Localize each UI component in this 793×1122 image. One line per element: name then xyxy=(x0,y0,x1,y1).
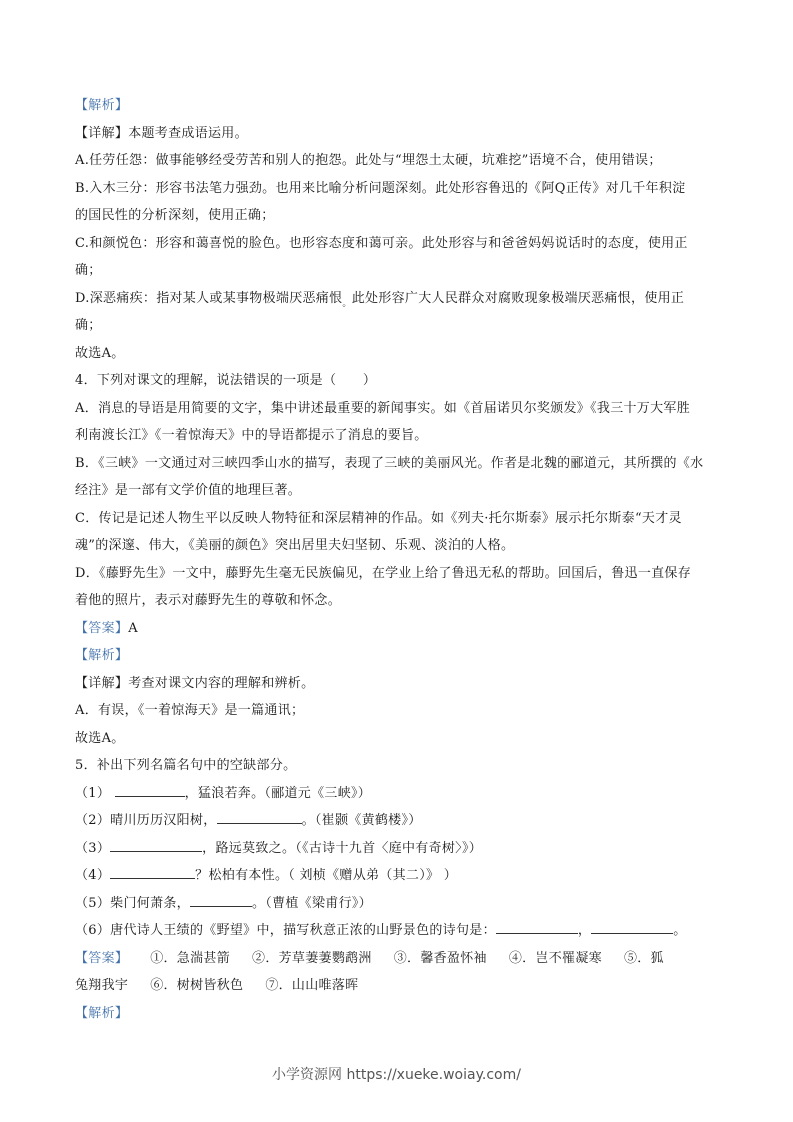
separator: ， xyxy=(577,923,592,938)
analysis-label: 【解析】 xyxy=(75,648,129,663)
analysis-label: 【解析】 xyxy=(75,1005,129,1021)
explain-line-b-cont: 的国民性的分析深刻，使用正确； xyxy=(75,208,275,223)
item-number: （1） xyxy=(75,785,111,801)
detail-label: 【详解】 xyxy=(75,125,129,141)
explain-line-b: B.入木三分：形容书法笔力强劲。也用来比喻分析问题深刻。此处形容鲁迅的《阿Q正传》对几千年积淀 xyxy=(75,180,686,196)
explain-line-a: A.任劳任怨：做事能够经受劳苦和别人的抱怨。此处与“埋怨土太硬，坑难挖”语境不合，使用错误； xyxy=(75,153,662,168)
q4-answer-line xyxy=(75,615,725,643)
item-text: 柴门何萧条， xyxy=(110,895,190,911)
q4-option-a: A．消息的导语是用简要的文字，集中讲述最重要的新闻事实。如《首届诺贝尔奖颁发》《我三十万大军胜 xyxy=(75,400,690,416)
item-number: （5） xyxy=(75,895,111,911)
answer-item: ⑥．树树皆秋色 xyxy=(150,978,244,993)
q4-option-d: D．《藤野先生》一文中，藤野先生毫无民族偏见，在学业上给了鲁迅无私的帮助。回国后，鲁迅一直保存 xyxy=(75,565,692,581)
footer-watermark: 小学资源网 https://xueke.woiay.com/ xyxy=(272,1067,521,1083)
q4-answer: A xyxy=(128,620,138,636)
fill-blank xyxy=(190,894,252,907)
q4-option-b-cont: 经注》是一部有文学价值的地理巨著。 xyxy=(75,483,302,498)
q5-item-1 xyxy=(75,780,725,808)
q5-item-6 xyxy=(75,917,725,945)
q5-answer-line-2 xyxy=(75,972,725,1000)
item-number: （3） xyxy=(75,840,111,856)
detail-label: 【详解】 xyxy=(75,675,129,691)
q5-item-3 xyxy=(75,835,725,863)
detail-text: 本题考查成语运用。 xyxy=(128,125,248,141)
explain-line-c-cont: 确； xyxy=(75,263,102,278)
answer-item-cont: 兔翔我宇 xyxy=(75,978,129,993)
item-text: 晴川历历汉阳树， xyxy=(110,813,217,828)
answer-label: 【答案】 xyxy=(75,620,129,636)
fill-blank xyxy=(217,811,302,824)
item-number: （6） xyxy=(75,923,111,938)
item-number: （4） xyxy=(75,868,111,883)
q4-option-c-cont: 魂”的深邃、伟大，《美丽的颜色》突出居里夫妇坚韧、乐观、淡泊的人格。 xyxy=(75,538,515,553)
analysis-label: 【解析】 xyxy=(75,98,129,113)
item-number: （2） xyxy=(75,813,111,828)
fill-blank xyxy=(110,839,202,852)
answer-label: 【答案】 xyxy=(75,950,129,966)
answer-item: ③．馨香盈怀袖 xyxy=(393,950,487,966)
q4-option-c: C．传记是记述人物生平以反映人物特征和深层精神的作品。如《列夫·托尔斯泰》展示托尔斯泰“天才灵 xyxy=(75,510,682,526)
explain-d-part1: D.深恶痛疾：指对某人或某事物极端厌恶痛恨 xyxy=(75,290,343,306)
conclusion-q4: 故选A。 xyxy=(75,730,125,746)
q5-item-4 xyxy=(75,862,725,890)
q5-item-5 xyxy=(75,890,725,918)
q4-option-d-cont: 着他的照片，表示对藤野先生的尊敬和怀念。 xyxy=(75,593,342,608)
fill-blank xyxy=(110,866,195,879)
explain-line-c: C.和颜悦色：形容和蔼喜悦的脸色。也形容态度和蔼可亲。此处形容与和爸爸妈妈说话时的态度，使用正 xyxy=(75,235,688,251)
item-text: ，猛浪若奔。（郦道元《三峡》） xyxy=(184,785,372,801)
explain-line-d-cont: 确； xyxy=(75,318,102,333)
answer-item: ⑦．山山唯落晖 xyxy=(265,978,359,993)
detail-line xyxy=(75,670,725,698)
fill-blank xyxy=(591,921,673,934)
item-end: 。 xyxy=(673,923,687,938)
item-text: 。（曹植《梁甫行》） xyxy=(251,895,372,911)
answer-item: ⑤．狐 xyxy=(623,950,664,966)
item-text: ？松柏有本性。（ 刘桢《赠从弟（其二）》 ） xyxy=(195,868,458,883)
q4-explain-a: A．有误，《一着惊海天》是一篇通讯； xyxy=(75,703,305,718)
q4-stem: 4．下列对课文的理解，说法错误的一项是（ ） xyxy=(75,373,377,388)
detail-line xyxy=(75,120,725,148)
answer-item: ①．急湍甚箭 xyxy=(150,950,231,966)
answer-item: ④．岂不罹凝寒 xyxy=(508,950,602,966)
item-text: 。（崔颢《黄鹤楼》） xyxy=(301,813,422,828)
q5-answer-line-1 xyxy=(75,945,725,973)
explain-d-part2: 此处形容广大人民群众对腐败现象极端厌恶痛恨，使用正 xyxy=(351,290,685,306)
explain-line-d xyxy=(75,285,725,313)
item-text: ，路远莫致之。（《古诗十九首〈庭中有奇树〉》） xyxy=(202,840,483,856)
conclusion-q3: 故选A。 xyxy=(75,345,125,361)
fill-blank xyxy=(115,784,185,797)
q4-option-a-cont: 利南渡长江》《一着惊海天》中的导语都提示了消息的要旨。 xyxy=(75,428,428,443)
item-text: 唐代诗人王绩的《野望》中，描写秋意正浓的山野景色的诗句是： xyxy=(110,923,496,938)
fill-blank xyxy=(496,921,578,934)
explain-d-dot: 。 xyxy=(342,298,352,309)
detail-text: 考查对课文内容的理解和辨析。 xyxy=(128,675,315,691)
q5-item-2 xyxy=(75,807,725,835)
document-page xyxy=(75,92,725,1027)
answer-item: ②．芳草萋萋鹦鹉洲 xyxy=(252,950,372,966)
q4-option-b: B．《三峡》一文通过对三峡四季山水的描写，表现了三峡的美丽风光。作者是北魏的郦道元，其所撰的《水 xyxy=(75,455,704,471)
q5-stem: 5．补出下列名篇名句中的空缺部分。 xyxy=(75,758,297,773)
